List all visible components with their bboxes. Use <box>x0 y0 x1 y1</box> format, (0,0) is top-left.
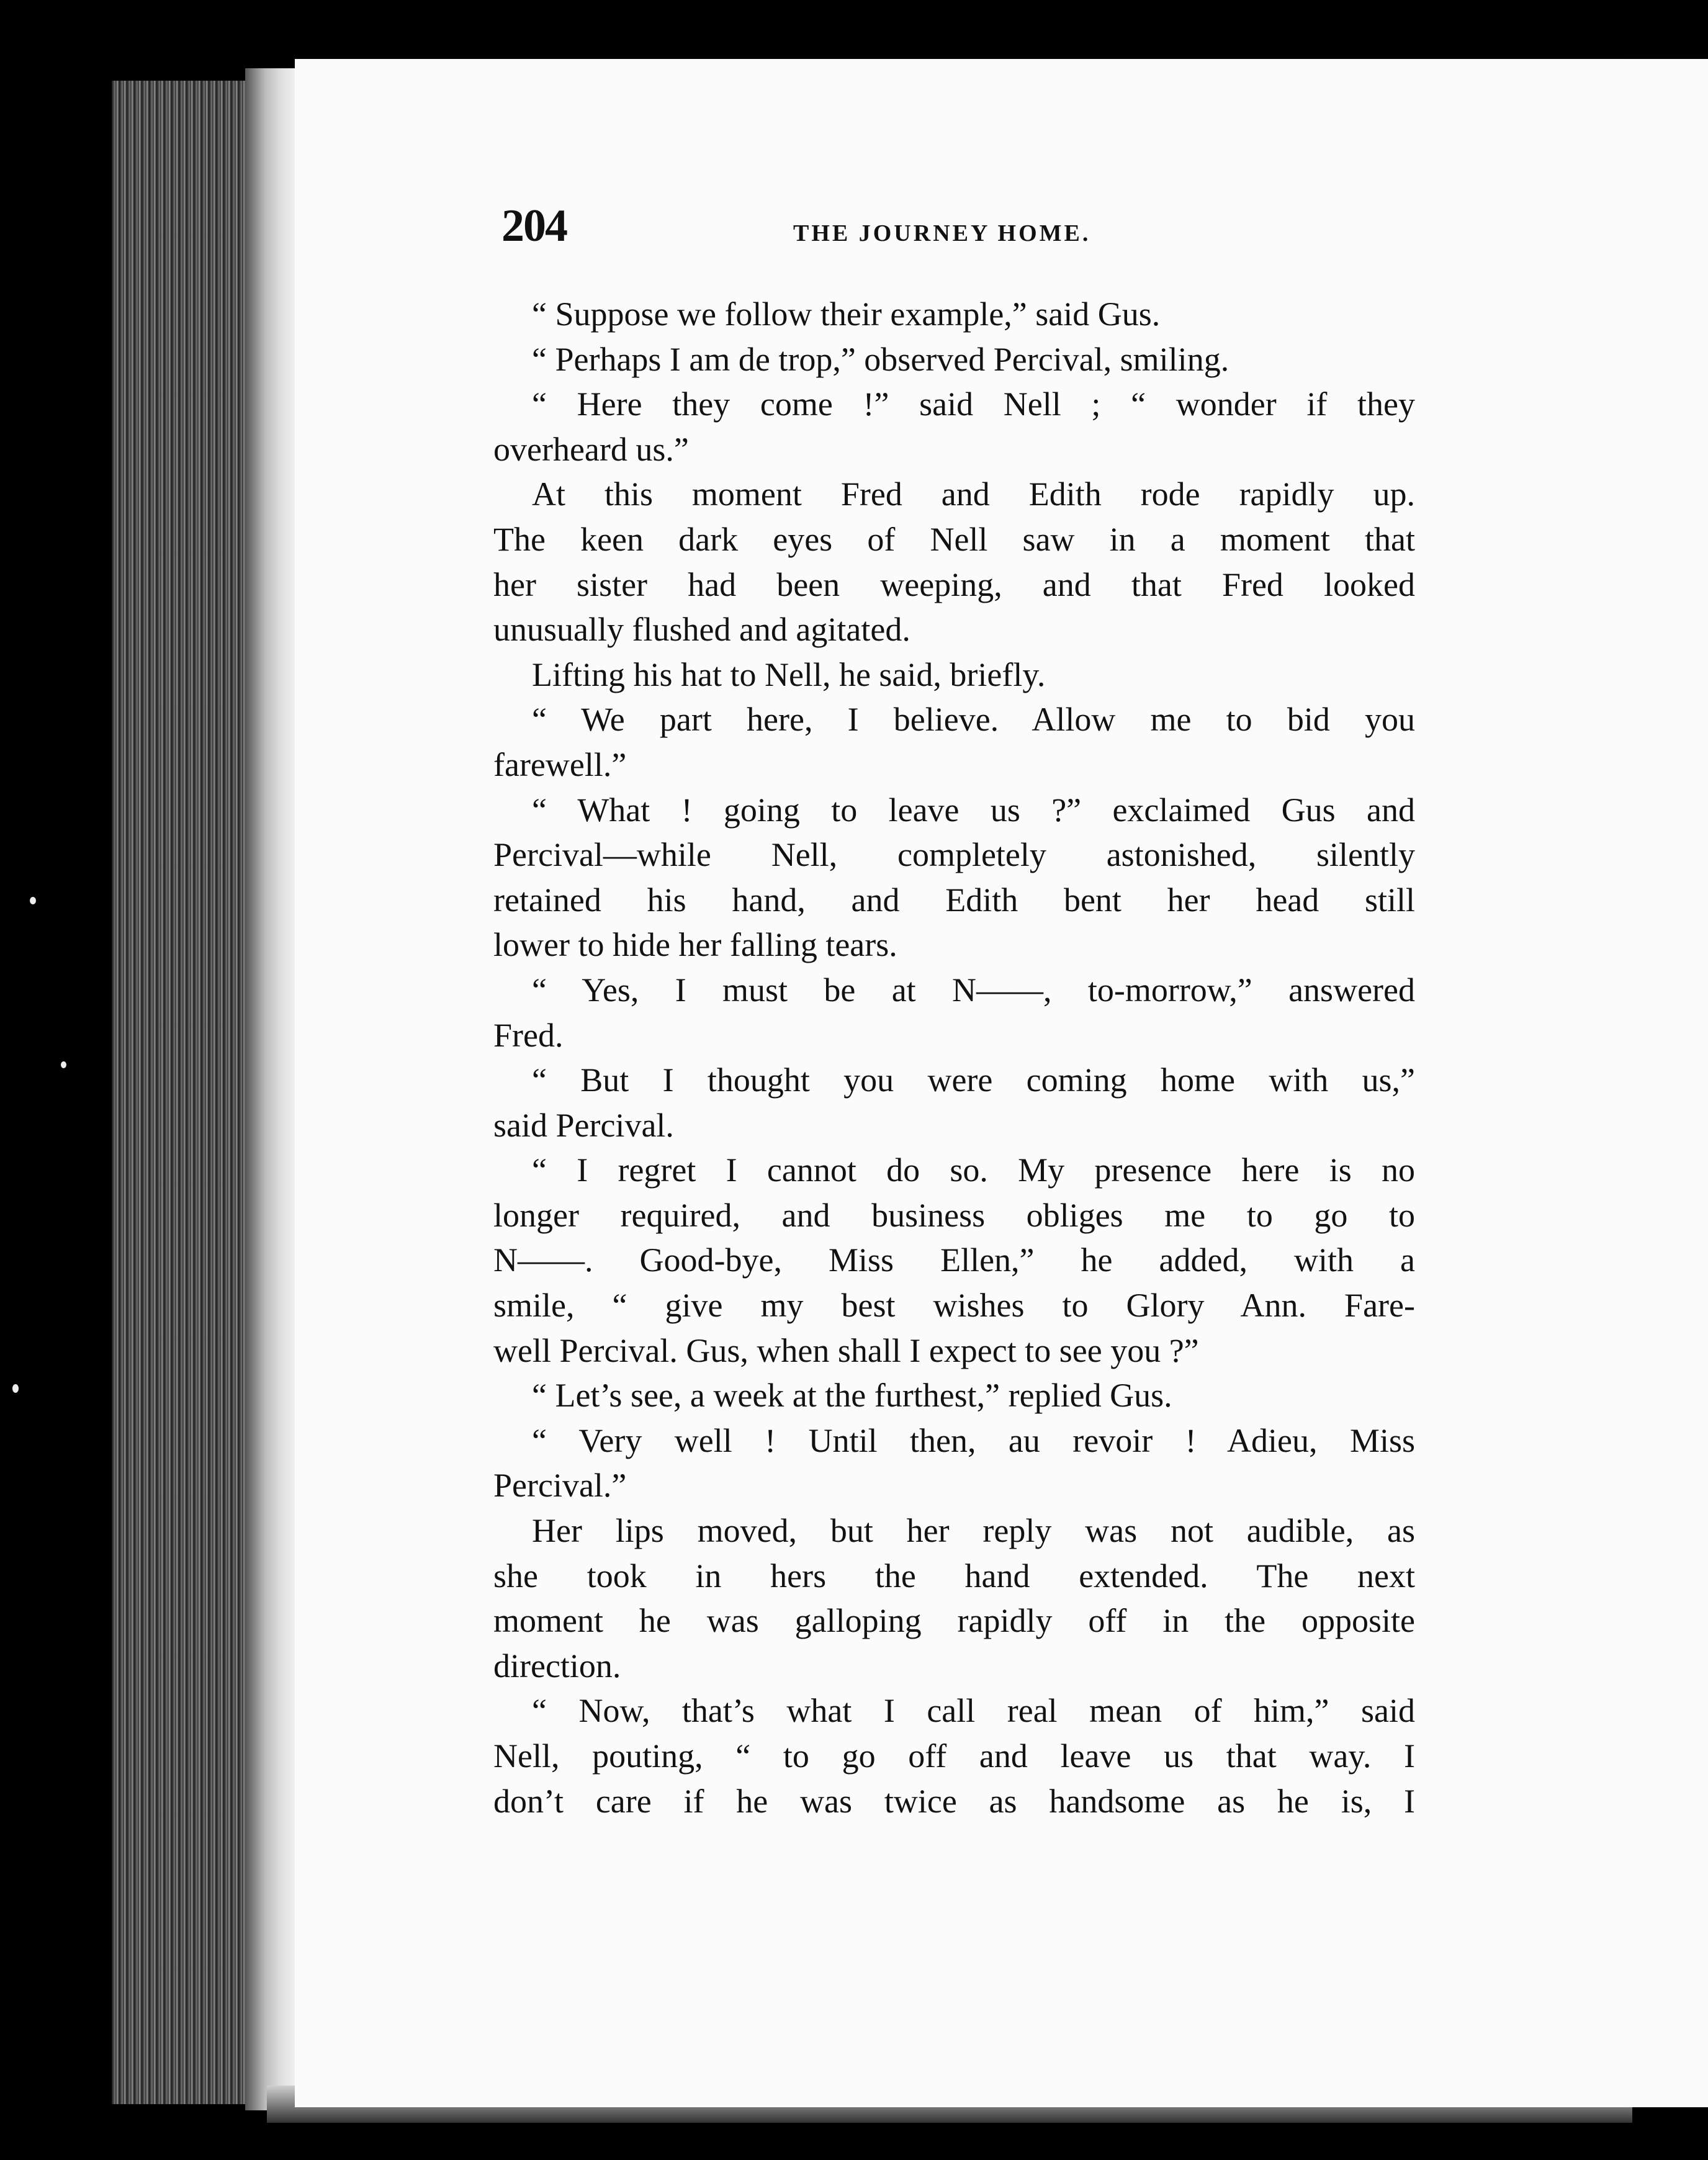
text-line: “ Now, that’s what I call real mean of him,” said <box>532 1692 1415 1730</box>
text-line: “ Let’s see, a week at the furthest,” replied Gus. <box>532 1377 1172 1415</box>
text-line: well Percival. Gus, when shall I expect to see you ?” <box>493 1331 1199 1369</box>
text-line: Nell, pouting, “ to go off and leave us that way. I <box>493 1737 1415 1775</box>
text-line: her sister had been weeping, and that Fred looked <box>493 565 1415 603</box>
text-line: said Percival. <box>493 1106 674 1144</box>
text-line: farewell.” <box>493 745 627 783</box>
text-line: “ What ! going to leave us ?” exclaimed Gus and <box>532 791 1415 829</box>
margin-speck <box>61 1061 66 1068</box>
book-edge-highlight <box>245 68 295 2110</box>
text-line: Fred. <box>493 1016 564 1054</box>
page-number: 204 <box>501 200 567 251</box>
text-line: At this moment Fred and Edith rode rapidly up. <box>532 475 1415 513</box>
text-line: unusually flushed and agitated. <box>493 611 910 649</box>
text-line: “ Here they come !” said Nell ; “ wonder if they <box>532 385 1415 423</box>
text-line: moment he was galloping rapidly off in the opposite <box>493 1602 1415 1640</box>
text-line: smile, “ give my best wishes to Glory Ann. Fare- <box>493 1287 1415 1325</box>
text-line: retained his hand, and Edith bent her head still <box>493 881 1415 919</box>
text-line: Lifting his hat to Nell, he said, briefly. <box>532 655 1046 693</box>
text-line: longer required, and business obliges me to go to <box>493 1196 1415 1234</box>
margin-speck <box>12 1384 19 1393</box>
text-line: “ But I thought you were coming home with us,” <box>532 1061 1415 1099</box>
text-line: Percival.” <box>493 1467 627 1505</box>
facing-page <box>1620 59 1708 2107</box>
text-line: N——. Good-bye, Miss Ellen,” he added, with a <box>493 1241 1415 1279</box>
text-line: don’t care if he was twice as handsome as he is, I <box>493 1782 1415 1820</box>
text-line: “ I regret I cannot do so. My presence here is no <box>532 1151 1415 1189</box>
text-line: “ Very well ! Until then, au revoir ! Adieu, Miss <box>532 1421 1415 1459</box>
margin-speck <box>30 897 36 904</box>
text-line: direction. <box>493 1647 621 1685</box>
page-header <box>501 200 1141 250</box>
body-text <box>493 292 1415 1824</box>
text-line: overheard us.” <box>493 430 689 468</box>
text-line: “ We part here, I believe. Allow me to bid you <box>532 701 1415 739</box>
text-line: lower to hide her falling tears. <box>493 926 897 964</box>
text-line: she took in hers the hand extended. The next <box>493 1557 1415 1595</box>
text-line: Percival—while Nell, completely astonished, silently <box>493 836 1415 874</box>
text-line: “ Perhaps I am de trop,” observed Percival, smiling. <box>532 340 1229 378</box>
running-head: THE JOURNEY HOME. <box>793 220 1091 246</box>
text-line: “ Suppose we follow their example,” said Gus. <box>532 295 1161 333</box>
text-line: The keen dark eyes of Nell saw in a moment that <box>493 520 1415 558</box>
text-line: Her lips moved, but her reply was not audible, as <box>532 1512 1415 1550</box>
text-line: “ Yes, I must be at N——, to-morrow,” answered <box>532 971 1415 1009</box>
